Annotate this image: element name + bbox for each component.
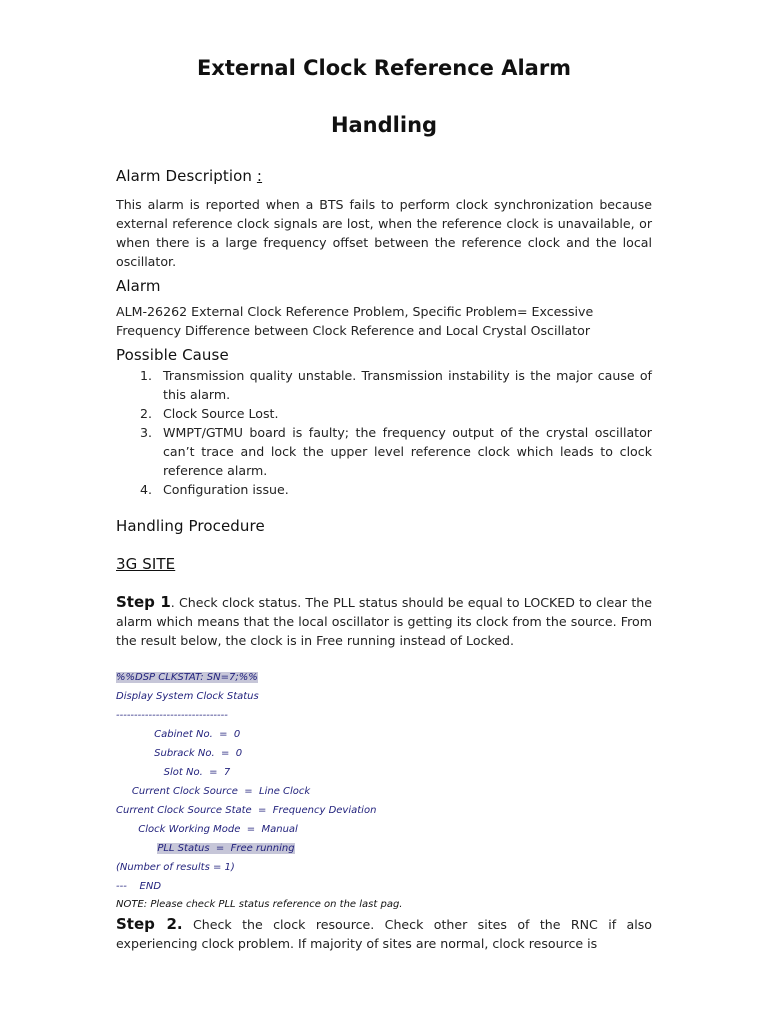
possible-cause-heading: Possible Cause	[116, 346, 229, 364]
output-line: Current Clock Source = Line Clock	[116, 786, 311, 797]
possible-cause-list	[116, 366, 652, 499]
pll-status-line	[116, 843, 295, 855]
step1-label: Step 1	[116, 593, 171, 611]
document-title-line2: Handling	[330, 113, 438, 137]
site-heading: 3G SITE	[116, 555, 176, 573]
list-item: 2. Clock Source Lost.	[140, 406, 279, 421]
output-line: -------------------------------	[116, 710, 228, 721]
output-line: Subrack No. = 0	[116, 748, 243, 759]
output-line: Slot No. = 7	[116, 767, 231, 778]
alarm-description-text: This alarm is reported when a BTS fails to perform clock synchronization because external reference clock signals are lost, when the reference clock is unavailable, or when there is a large frequency offset between the reference clock and the local oscillator.	[116, 197, 652, 269]
handling-procedure-heading: Handling Procedure	[116, 517, 265, 535]
step2-paragraph	[116, 915, 652, 953]
step1-text: . Check clock status. The PLL status should be equal to LOCKED to clear the alarm which means that the local oscillator is getting its clock from the source. From the result below, the clock is in Free running instead of Locked.	[116, 595, 652, 648]
alarm-description-heading	[116, 167, 262, 185]
step1-paragraph	[116, 593, 652, 650]
command-line	[116, 672, 258, 684]
alarm-description-heading-text: Alarm Description	[116, 167, 253, 185]
output-line: Current Clock Source State = Frequency Deviation	[116, 805, 377, 816]
pll-status-text: PLL Status = Free running	[157, 843, 295, 854]
alarm-heading: Alarm	[116, 277, 161, 295]
results-count-line: (Number of results = 1)	[116, 862, 235, 873]
step2-label: Step 2.	[116, 915, 183, 933]
step2-text: Check the clock resource. Check other sites of the RNC if also experiencing clock problem. If majority of sites are normal, clock resource is	[116, 917, 652, 951]
list-item: 3. WMPT/GTMU board is faulty; the frequency output of the crystal oscillator can’t trace and lock the upper level reference clock which leads to clock reference alarm.	[140, 425, 652, 478]
alarm-description-colon: :	[256, 167, 263, 185]
alarm-text: ALM-26262 External Clock Reference Problem, Specific Problem= Excessive Frequency Difference between Clock Reference and Local Crystal Oscillator	[116, 304, 594, 338]
command-text: %%DSP CLKSTAT: SN=7;%%	[116, 672, 258, 683]
end-line: --- END	[116, 881, 162, 892]
output-line: Display System Clock Status	[116, 691, 259, 702]
document-title-line1: External Clock Reference Alarm	[196, 56, 572, 80]
list-item: 1. Transmission quality unstable. Transmission instability is the major cause of this alarm.	[140, 368, 652, 402]
note-text: NOTE: Please check PLL status reference on the last pag.	[116, 899, 403, 910]
list-item: 4. Configuration issue.	[140, 482, 289, 497]
output-line: Cabinet No. = 0	[116, 729, 241, 740]
output-line: Clock Working Mode = Manual	[116, 824, 298, 835]
